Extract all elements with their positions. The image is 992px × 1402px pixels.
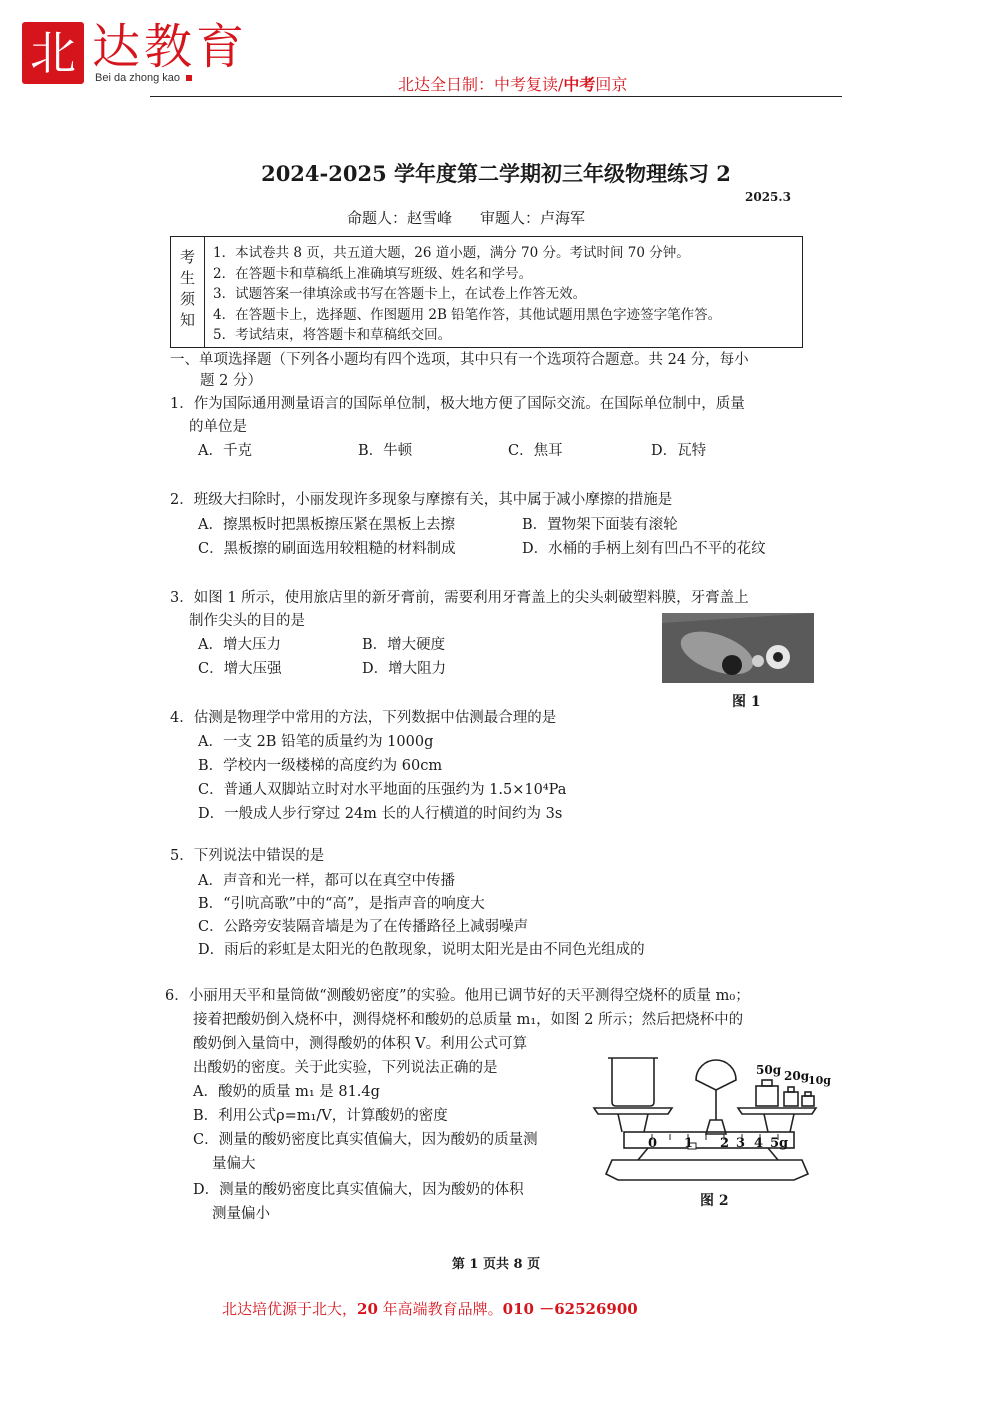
logo-subtitle bbox=[95, 72, 192, 84]
header-slogan-b: 中考 bbox=[563, 75, 596, 94]
q3-option-b: B．增大硬度 bbox=[362, 637, 446, 653]
figure-2-caption: 图 2 bbox=[700, 1193, 729, 1209]
q5-option-b: B．“引吭高歌”中的“高”，是指声音的响度大 bbox=[198, 896, 485, 912]
scale-label: 1 bbox=[684, 1136, 694, 1151]
q6-stem: 6．小丽用天平和量筒做“测酸奶密度”的实验。他用已调节好的天平测得空烧杯的质量 m₀； bbox=[165, 988, 750, 1004]
footer-slogan-a: 北达培优源于北大， bbox=[222, 1300, 358, 1318]
q1-stem: 1．作为国际通用测量语言的国际单位制，极大地方便了国际交流。在国际单位制中，质量 bbox=[170, 396, 745, 412]
weight-label: 50g bbox=[756, 1063, 782, 1077]
reviewer: 审题人：卢海军 bbox=[480, 209, 586, 227]
setter: 命题人：赵雪峰 bbox=[347, 209, 453, 227]
page-number: 第 1 页共 8 页 bbox=[451, 1257, 541, 1272]
q6-option-d: D．测量的酸奶密度比真实值偏大，因为酸奶的体积 bbox=[193, 1182, 524, 1198]
q2-option-a: A．擦黑板时把黑板擦压紧在黑板上去擦 bbox=[198, 517, 455, 533]
figure-1-caption: 图 1 bbox=[732, 694, 761, 710]
notice-label-char: 考 bbox=[179, 248, 195, 266]
notice-list bbox=[213, 243, 721, 346]
footer-slogan-c: 年高端教育品牌。 bbox=[377, 1300, 503, 1318]
header-slogan-c: 回京 bbox=[595, 75, 628, 94]
notice-item: 4．在答题卡上，选择题、作图题用 2B 铅笔作答，其他试题用黑色字迹签字笔作答。 bbox=[213, 306, 722, 323]
scale-label: 5g bbox=[770, 1136, 789, 1151]
q6-stem-cont-3: 出酸奶的密度。关于此实验，下列说法正确的是 bbox=[193, 1060, 498, 1076]
notice-item: 2．在答题卡和草稿纸上准确填写班级、姓名和学号。 bbox=[213, 265, 533, 282]
scale-label: 3 bbox=[736, 1136, 746, 1151]
authors bbox=[347, 207, 585, 228]
weight-label: 20g bbox=[784, 1069, 810, 1083]
footer-slogan-b: 20 bbox=[357, 1300, 378, 1318]
notice-box bbox=[170, 236, 803, 348]
q6-option-d-cont: 测量偏小 bbox=[212, 1206, 270, 1222]
q5-option-a: A．声音和光一样，都可以在真空中传播 bbox=[198, 873, 455, 889]
header-slogan-a: 北达全日制：中考复读/ bbox=[398, 75, 564, 94]
notice-label-char: 知 bbox=[179, 311, 195, 329]
q2-option-c: C．黑板擦的刷面选用较粗糙的材料制成 bbox=[198, 541, 456, 557]
q6-stem-cont-2: 酸奶倒入量筒中，测得酸奶的体积 V。利用公式可算 bbox=[193, 1036, 528, 1052]
q5-option-d: D．雨后的彩虹是太阳光的色散现象，说明太阳光是由不同色光组成的 bbox=[198, 942, 645, 958]
page-title: 2024-2025 学年度第二学期初三年级物理练习 2 bbox=[261, 161, 731, 186]
notice-item: 1．本试卷共 8 页，共五道大题，26 道小题，满分 70 分。考试时间 70 分钟。 bbox=[213, 245, 690, 261]
q1-option-b: B．牛顿 bbox=[358, 443, 413, 459]
q6-option-a: A．酸奶的质量 m₁ 是 81.4g bbox=[193, 1084, 380, 1100]
figure-1-photo bbox=[662, 613, 814, 683]
q5-option-c: C．公路旁安装隔音墙是为了在传播路径上减弱噪声 bbox=[198, 919, 529, 935]
q3-stem-cont: 制作尖头的目的是 bbox=[189, 613, 305, 629]
q4-option-a: A．一支 2B 铅笔的质量约为 1000g bbox=[198, 734, 434, 750]
q1-stem-cont: 的单位是 bbox=[189, 419, 247, 435]
q3-option-d: D．增大阻力 bbox=[362, 661, 447, 677]
q2-option-d: D．水桶的手柄上刻有凹凸不平的花纹 bbox=[522, 541, 766, 557]
toothpaste-photo-icon bbox=[662, 613, 814, 683]
notice-item: 3．试题答案一律填涂或书写在答题卡上，在试卷上作答无效。 bbox=[213, 286, 587, 302]
q6-option-c: C．测量的酸奶密度比真实值偏大，因为酸奶的质量测 bbox=[193, 1132, 538, 1148]
q4-option-b: B．学校内一级楼梯的高度约为 60cm bbox=[198, 758, 443, 774]
q1-option-c: C．焦耳 bbox=[508, 443, 563, 459]
q3-stem: 3．如图 1 所示，使用旅店里的新牙膏前，需要利用牙膏盖上的尖头刺破塑料膜，牙膏盖上 bbox=[170, 590, 749, 606]
footer-phone: 010 －62526900 bbox=[502, 1300, 638, 1318]
figure-2-balance bbox=[588, 1050, 831, 1188]
notice-label-char: 生 bbox=[179, 269, 195, 287]
q5-stem: 5．下列说法中错误的是 bbox=[170, 848, 325, 864]
logo-mark: 北 bbox=[22, 22, 84, 84]
section-heading-cont: 题 2 分） bbox=[200, 373, 262, 389]
q6-stem-cont-1: 接着把酸奶倒入烧杯中，测得烧杯和酸奶的总质量 m₁，如图 2 所示；然后把烧杯中的 bbox=[193, 1012, 744, 1028]
weight-20g-icon bbox=[784, 1092, 798, 1106]
q2-option-b: B．置物架下面装有滚轮 bbox=[522, 517, 678, 533]
scale-label: 4 bbox=[754, 1136, 764, 1151]
scale-label: 2 bbox=[720, 1136, 730, 1151]
logo-square-icon bbox=[186, 75, 192, 81]
scale-label: 0 bbox=[648, 1136, 658, 1151]
weight-10g-icon bbox=[802, 1096, 814, 1106]
q2-stem: 2．班级大扫除时，小丽发现许多现象与摩擦有关，其中属于减小摩擦的措施是 bbox=[170, 492, 673, 508]
q4-stem: 4．估测是物理学中常用的方法，下列数据中估测最合理的是 bbox=[170, 710, 557, 726]
q6-option-b: B．利用公式ρ=m₁/V，计算酸奶的密度 bbox=[193, 1108, 448, 1124]
pointer-dial-icon bbox=[696, 1060, 736, 1090]
q6-option-c-cont: 量偏大 bbox=[212, 1156, 256, 1172]
exam-date: 2025.3 bbox=[745, 190, 791, 204]
q3-option-a: A．增大压力 bbox=[198, 637, 281, 653]
weight-50g-icon bbox=[756, 1086, 778, 1106]
footer-slogan bbox=[222, 1298, 638, 1319]
logo-name: 达教育 bbox=[92, 19, 249, 75]
q4-option-d: D．一般成人步行穿过 24m 长的人行横道的时间约为 3s bbox=[198, 806, 563, 822]
q1-option-a: A．千克 bbox=[198, 443, 252, 459]
section-heading: 一、单项选择题（下列各小题均有四个选项，其中只有一个选项符合题意。共 24 分，每小 bbox=[170, 352, 749, 368]
header-rule bbox=[150, 96, 842, 97]
beaker-icon bbox=[612, 1058, 654, 1106]
logo-subtitle-text: Bei da zhong kao bbox=[95, 72, 181, 84]
notice-label bbox=[171, 237, 205, 347]
q1-option-d: D．瓦特 bbox=[651, 443, 707, 459]
q4-option-c: C．普通人双脚站立时对水平地面的压强约为 1.5×10⁴Pa bbox=[198, 782, 567, 798]
weight-label: 10g bbox=[808, 1074, 831, 1087]
header-slogan bbox=[398, 72, 627, 95]
q3-option-c: C．增大压强 bbox=[198, 661, 282, 677]
notice-item: 5．考试结束，将答题卡和草稿纸交回。 bbox=[213, 327, 452, 343]
notice-label-char: 须 bbox=[179, 290, 195, 308]
